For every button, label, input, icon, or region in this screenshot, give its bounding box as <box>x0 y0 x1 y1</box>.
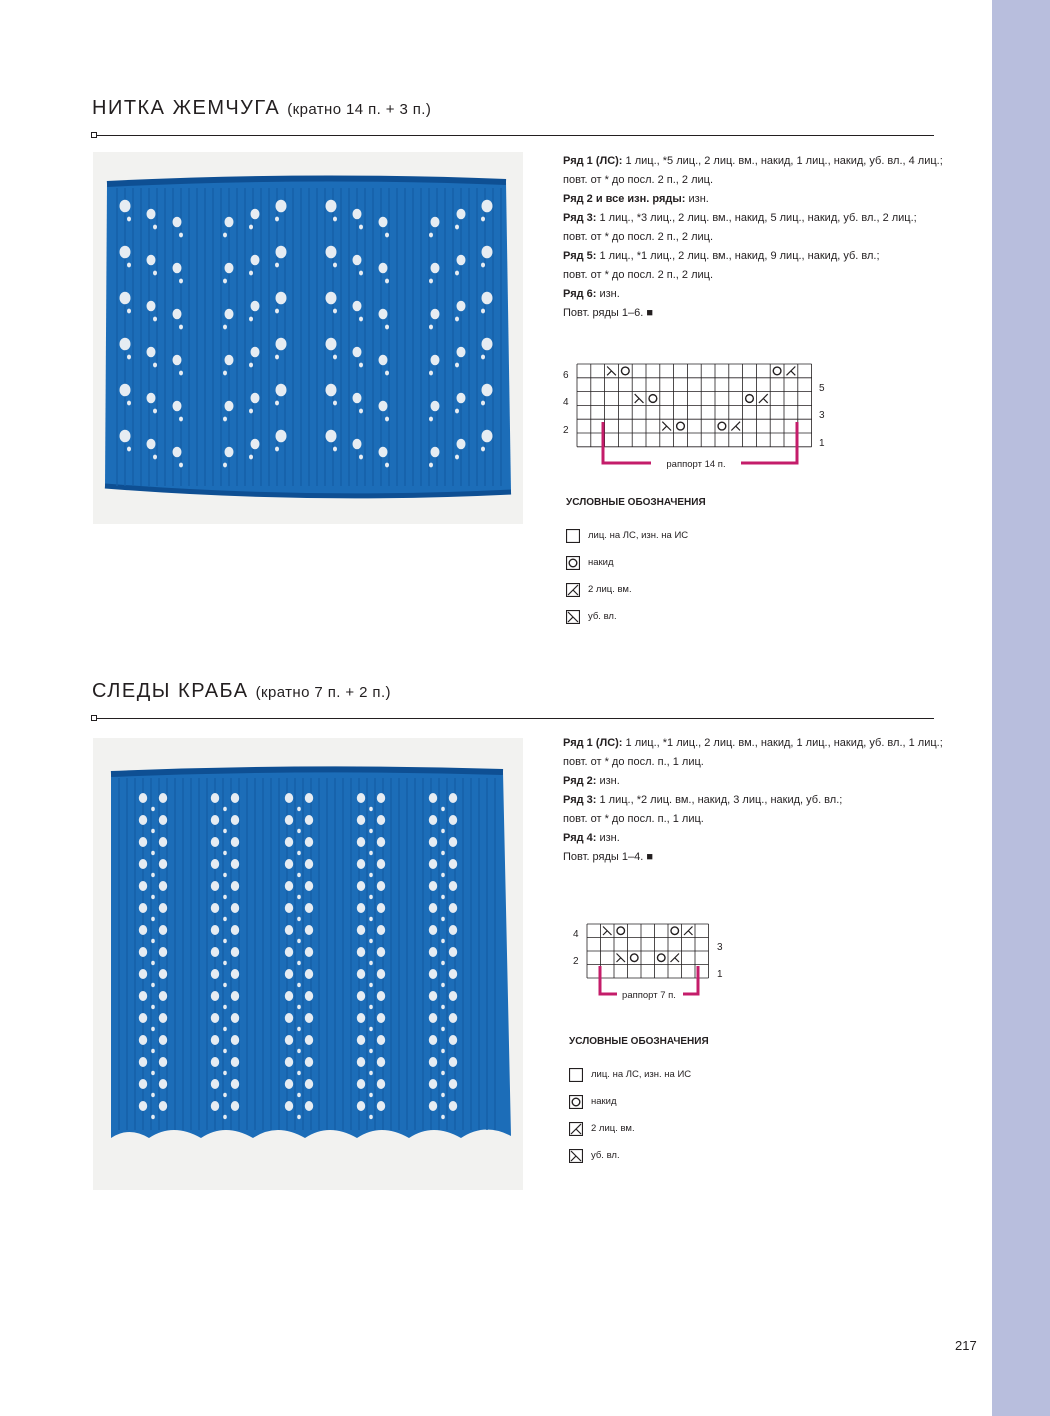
legend-item-k2tog <box>566 576 706 603</box>
row-label-left: 2 <box>573 956 579 967</box>
section-divider <box>96 718 934 719</box>
chart-k2tog-mark <box>759 394 768 403</box>
row-label-right: 1 <box>819 438 825 449</box>
row-label-right: 3 <box>717 942 723 953</box>
knit-swatch-photo-pearl-thread <box>93 152 523 524</box>
pattern-title-text: НИТКА ЖЕМЧУГА <box>92 97 281 119</box>
legend-label: уб. вл. <box>588 611 617 622</box>
instructions-pearl-thread <box>563 152 943 323</box>
chart-yarn-over-mark <box>657 954 665 962</box>
chart-yarn-over-mark <box>617 927 625 935</box>
pattern-multiple: (кратно 14 п. + 3 п.) <box>287 101 432 118</box>
instruction-line: повт. от * до посл. 2 п., 2 лиц. <box>563 174 714 186</box>
legend-pearl-thread <box>566 497 706 630</box>
chart-ssk-mark <box>635 394 644 403</box>
chart-k2tog-mark <box>684 927 693 936</box>
row-label-right: 3 <box>819 410 825 421</box>
legend-item-knit <box>566 522 706 549</box>
repeat-label: раппорт 7 п. <box>622 990 676 1001</box>
instruction-line: Ряд 5: 1 лиц., *1 лиц., 2 лиц. вм., накид, 9 лиц., накид, уб. вл.; <box>563 250 880 262</box>
instructions-crab-tracks <box>563 734 943 867</box>
yarn-over-icon <box>569 1095 583 1109</box>
instruction-line: Повт. ряды 1–4. ■ <box>563 851 653 863</box>
page-number: 217 <box>955 1338 977 1353</box>
chart-yarn-over-mark <box>718 422 726 430</box>
chart-ssk-mark <box>662 422 671 431</box>
legend-label: 2 лиц. вм. <box>591 1123 635 1134</box>
pattern-title-pearl-thread <box>92 97 431 120</box>
legend-title: УСЛОВНЫЕ ОБОЗНАЧЕНИЯ <box>569 1036 709 1047</box>
chart-yarn-over-mark <box>677 422 685 430</box>
instruction-line: повт. от * до посл. 2 п., 2 лиц. <box>563 269 714 281</box>
row-label-left: 2 <box>563 425 569 436</box>
knit-square-icon <box>566 529 580 543</box>
legend-item-yarn-over <box>566 549 706 576</box>
swatch-image <box>93 152 523 524</box>
row-label-right: 1 <box>717 969 723 980</box>
row-label-right: 5 <box>819 383 825 394</box>
yarn-over-icon <box>566 556 580 570</box>
knitting-chart-crab-tracks <box>565 918 735 1008</box>
instruction-line: Ряд 1 (ЛС): 1 лиц., *1 лиц., 2 лиц. вм., накид, 1 лиц., накид, уб. вл., 1 лиц.; <box>563 737 943 749</box>
row-label-left: 6 <box>563 370 569 381</box>
legend-item-ssk <box>569 1142 709 1169</box>
instruction-line: повт. от * до посл. п., 1 лиц. <box>563 756 704 768</box>
ssk-icon <box>566 610 580 624</box>
instruction-line: Ряд 4: изн. <box>563 832 620 844</box>
chart-yarn-over-mark <box>746 395 754 403</box>
knit-square-icon <box>569 1068 583 1082</box>
pattern-title-text: СЛЕДЫ КРАБА <box>92 680 249 702</box>
legend-item-ssk <box>566 603 706 630</box>
chart-k2tog-mark <box>671 954 680 963</box>
chart-yarn-over-mark <box>773 367 781 375</box>
chart-ssk-mark <box>603 927 612 936</box>
chart-ssk-mark <box>607 367 616 376</box>
legend-title: УСЛОВНЫЕ ОБОЗНАЧЕНИЯ <box>566 497 706 508</box>
legend-label: накид <box>591 1096 617 1107</box>
instruction-line: Ряд 3: 1 лиц., *3 лиц., 2 лиц. вм., накид, 5 лиц., накид, уб. вл., 2 лиц.; <box>563 212 917 224</box>
legend-label: 2 лиц. вм. <box>588 584 632 595</box>
legend-item-yarn-over <box>569 1088 709 1115</box>
legend-label: лиц. на ЛС, изн. на ИС <box>588 530 689 541</box>
instruction-line: Ряд 6: изн. <box>563 288 620 300</box>
k2tog-icon <box>569 1122 583 1136</box>
instruction-line: Ряд 2 и все изн. ряды: изн. <box>563 193 709 205</box>
k2tog-icon <box>566 583 580 597</box>
divider-dot <box>91 715 97 721</box>
instruction-line: Ряд 1 (ЛС): 1 лиц., *5 лиц., 2 лиц. вм., накид, 1 лиц., накид, уб. вл., 4 лиц.; <box>563 155 943 167</box>
legend-crab-tracks <box>569 1036 709 1169</box>
chart-yarn-over-mark <box>671 927 679 935</box>
legend-item-k2tog <box>569 1115 709 1142</box>
instruction-line: Повт. ряды 1–6. ■ <box>563 307 653 319</box>
chart-grid <box>577 364 812 447</box>
instruction-line: повт. от * до посл. п., 1 лиц. <box>563 813 704 825</box>
instruction-line: Ряд 3: 1 лиц., *2 лиц. вм., накид, 3 лиц., накид, уб. вл.; <box>563 794 843 806</box>
instruction-line: повт. от * до посл. 2 п., 2 лиц. <box>563 231 714 243</box>
ssk-icon <box>569 1149 583 1163</box>
repeat-label: раппорт 14 п. <box>666 459 726 470</box>
chart-yarn-over-mark <box>649 395 657 403</box>
instruction-line: Ряд 2: изн. <box>563 775 620 787</box>
side-color-stripe <box>992 0 1050 1416</box>
knitting-chart-pearl-thread <box>555 358 845 478</box>
knit-swatch-photo-crab-tracks <box>93 738 523 1190</box>
pattern-multiple: (кратно 7 п. + 2 п.) <box>255 684 391 701</box>
divider-dot <box>91 132 97 138</box>
legend-item-knit <box>569 1061 709 1088</box>
chart-yarn-over-mark <box>621 367 629 375</box>
legend-label: накид <box>588 557 614 568</box>
legend-label: уб. вл. <box>591 1150 620 1161</box>
section-divider <box>96 135 934 136</box>
chart-yarn-over-mark <box>630 954 638 962</box>
pattern-title-crab-tracks <box>92 680 391 703</box>
legend-label: лиц. на ЛС, изн. на ИС <box>591 1069 692 1080</box>
swatch-image <box>93 738 523 1190</box>
chart-grid <box>587 924 709 978</box>
row-label-left: 4 <box>563 397 569 408</box>
row-label-left: 4 <box>573 929 579 940</box>
chart-ssk-mark <box>617 954 626 963</box>
chart-k2tog-mark <box>731 422 740 431</box>
chart-k2tog-mark <box>787 367 796 376</box>
